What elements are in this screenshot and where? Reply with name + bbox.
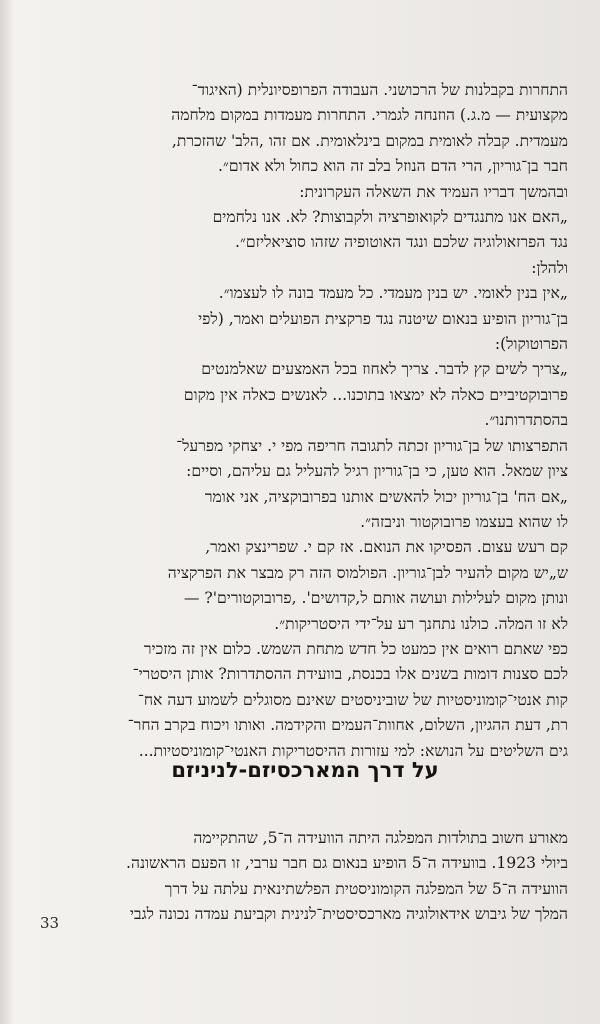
text-line: נגד הפרזאולוגיה שלכם ונגד האוטופיה שזהו סוציאליזם״. xyxy=(235,233,568,252)
text-line: בן־גוריון הופיע בנאום שיטנה נגד פרקצית הפועלים ואמר, (לפי xyxy=(198,309,568,328)
section-text xyxy=(40,826,568,928)
text-line: חבר בן־גוריון, הרי הדם הנוזל בלב זה הוא כחול ולא אדום״. xyxy=(217,157,568,176)
text-line: בהסתדרותנו״. xyxy=(484,411,568,430)
section-text-line: ביולי 1923. בוועידה ה־5 הופיע בנאום גם חבר ערבי, זו הפעם הראשונה. xyxy=(126,854,568,873)
text-line: ולהלן: xyxy=(531,258,568,277)
text-line: לו שהוא בעצמו פרובוקטור וניבזה״. xyxy=(360,512,568,531)
text-line: כפי שאתם רואים אין כמעט כל חדש מתחת השמש. כלום אין זה מזכיר xyxy=(143,639,568,658)
text-line: התפרצותו של בן־גוריון זכתה לתגובה חריפה מפי י. יצחקי מפרעל־ xyxy=(176,436,568,455)
text-line: „צריך לשים קץ לדבר. צריך לאחוז בכל האמצעים שאלמנטים xyxy=(201,360,568,379)
body-text xyxy=(40,78,568,764)
text-line: רת, דעת ההגיון, השלום, אחוות־העמים והקידמה. ואותו ויכוח בקרב החר־ xyxy=(127,716,568,735)
text-line: לכם סצנות דומות בשנים אלו בכנסת, בוועידת ההסתדרות? אותן היסטרי־ xyxy=(132,665,568,684)
text-line: פרובוקטיביים כאלה לא ימצאו בתוכנו... לאנשים כאלה אין מקום xyxy=(183,385,568,404)
text-line: התחרות בקבלנות של הרכושני. העבודה הפרופסיונלית (האיגוד־ xyxy=(191,81,568,99)
text-line: לא זו המלה. כולנו נתחנך רע על־ידי היסטריקות״. xyxy=(274,614,568,633)
section-text-line: הוועידה ה־5 של המפלגה הקומוניסטית הפלשתינאית עלתה על דרך xyxy=(164,879,568,898)
text-line: ובהמשך דבריו העמיד את השאלה העקרונית: xyxy=(299,182,568,201)
text-line: מקצועית — מ.ג.) הוזנחה לגמרי. התחרות מעמדות במקום מלחמה xyxy=(171,106,568,125)
text-line: ש„יש מקום להעיר לבן־גוריון. הפולמוס הזה רק מבצר את הפרקציה xyxy=(167,563,568,582)
text-line: „אין בנין לאומי. יש בנין מעמדי. כל מעמד בונה לו לעצמו״. xyxy=(218,284,568,303)
text-line: „אם הח' בן־גוריון יכול להאשים אותנו בפרובוקציה, אני אומר xyxy=(204,487,568,506)
text-line: „האם אנו מתנגדים לקואופרציה ולקבוצות? לא. אנו נלחמים xyxy=(212,208,568,227)
text-line: הפרוטוקול): xyxy=(494,335,568,354)
page-number: 33 xyxy=(40,914,60,932)
text-line: קות אנטי־קומוניסטיות של שוביניסטים שאינם מסוגלים לשמוע דעה אח־ xyxy=(137,690,568,709)
section-text-line: מאורע חשוב בתולדות המפלגה היתה הוועידה ה־5, שהתקיימה xyxy=(193,829,568,847)
section-text-line: המלך של גיבוש אידאולוגיה מארכסיסטית־לנינית וקביעת עמדה נכונה לגבי xyxy=(129,905,568,924)
text-line: קם רעש עצום. הפסיקו את הנואם. אז קם י. שפרינצק ואמר, xyxy=(205,538,568,557)
text-line: ונותן מקום לעלילות ועושה אותם ל,קדושים'. ,פרובוקטורים'? — xyxy=(183,589,568,608)
text-line: גים השליטים על הנושא: למי עזורות ההיסטריקות האנטי־קומוניסטיות... xyxy=(138,741,568,760)
section-heading: על דרך המארכסיזם-לניניזם xyxy=(171,758,439,782)
text-line: ציון שמאל. הוא טען, כי בן־גוריון רגיל להעליל גם עליהם, וסיים: xyxy=(186,462,568,481)
text-line: מעמדית. קבלה לאומית במקום בינלאומית. אם זהו ,הלב' שהזכרת, xyxy=(171,131,568,150)
